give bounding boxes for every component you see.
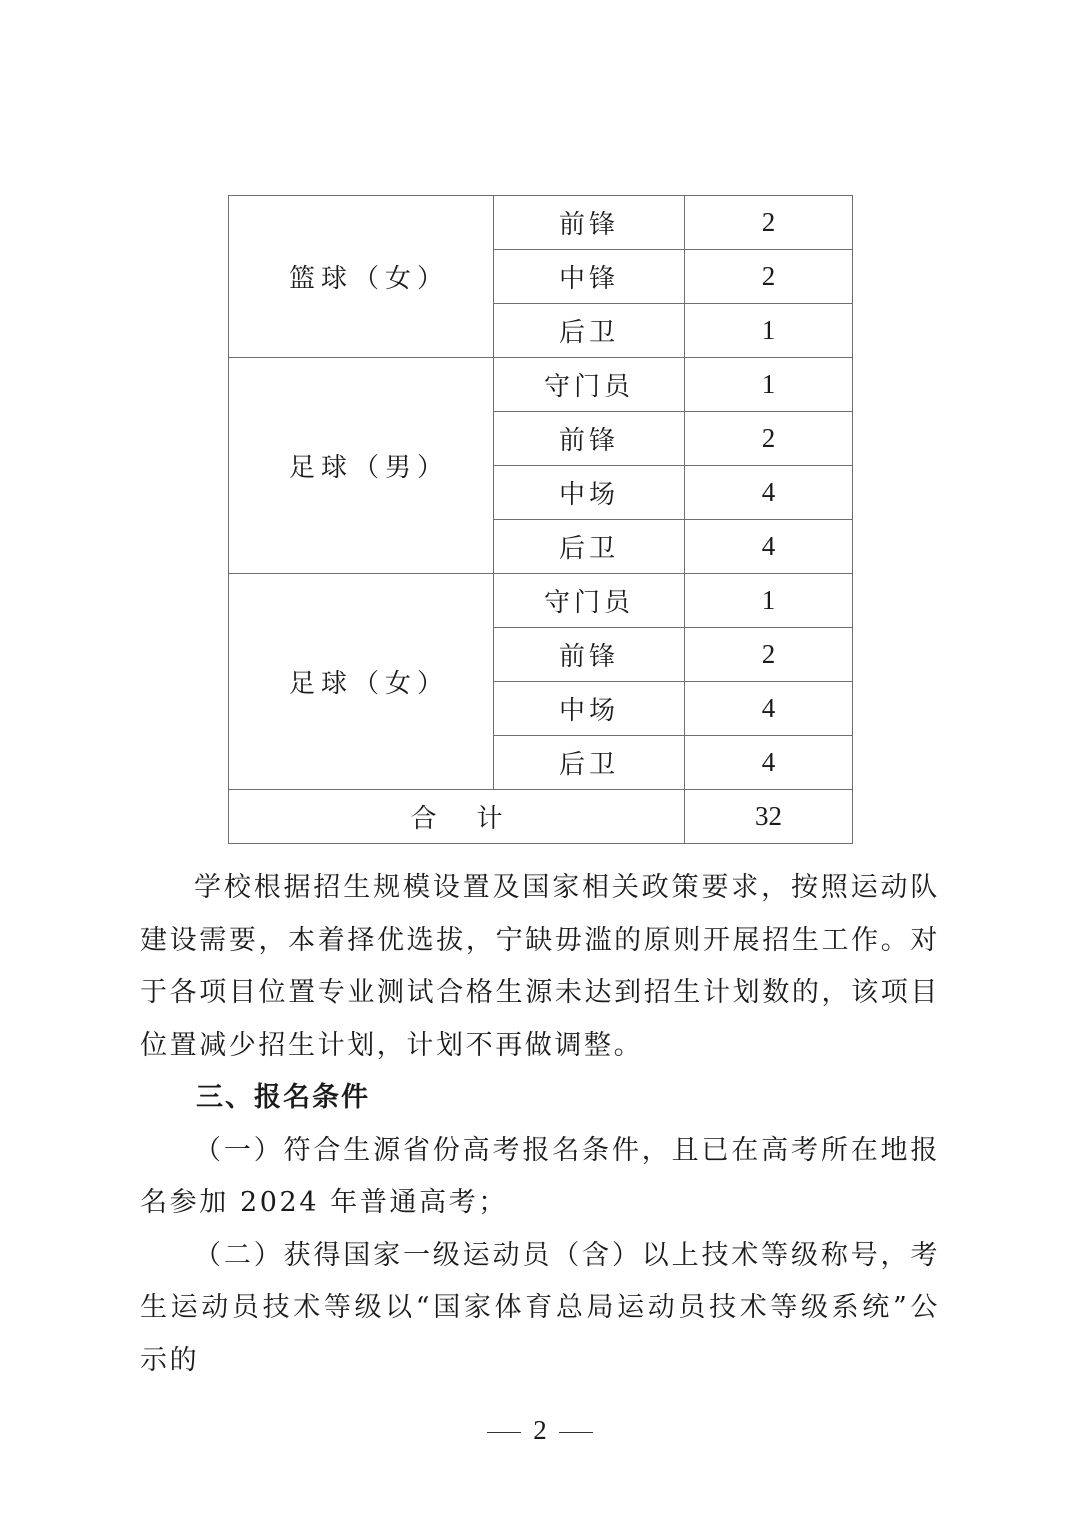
total-label — [229, 790, 685, 844]
count-cell: 2 — [685, 196, 853, 250]
table-row — [229, 574, 853, 628]
position-cell: 后卫 — [494, 520, 685, 574]
total-value: 32 — [685, 790, 853, 844]
position-cell: 守门员 — [494, 358, 685, 412]
position-cell: 中场 — [494, 682, 685, 736]
position-cell: 前锋 — [494, 196, 685, 250]
table-row — [229, 196, 853, 250]
position-cell: 中场 — [494, 466, 685, 520]
table-row — [229, 358, 853, 412]
requirement-item-1: （一）符合生源省份高考报名条件，且已在高考所在地报名参加 2024 年普通高考； — [140, 1134, 940, 1218]
total-label-part2: 计 — [476, 804, 503, 834]
position-cell: 后卫 — [494, 736, 685, 790]
count-cell: 4 — [685, 466, 853, 520]
count-cell: 1 — [685, 358, 853, 412]
position-cell: 中锋 — [494, 250, 685, 304]
position-cell: 前锋 — [494, 628, 685, 682]
count-cell: 1 — [685, 574, 853, 628]
count-cell: 4 — [685, 520, 853, 574]
paragraph-admission-principle: 学校根据招生规模设置及国家相关政策要求，按照运动队建设需要，本着择优选拔，宁缺毋滥的原则开展招生工作。对于各项目位置专业测试合格生源未达到招生计划数的，该项目位置减少招生计划，计划不再做调整。 — [140, 872, 940, 1061]
category-cell: 篮球（女） — [229, 196, 494, 358]
page-number: 2 — [533, 1415, 547, 1445]
position-cell: 守门员 — [494, 574, 685, 628]
category-cell: 足球（女） — [229, 574, 494, 790]
footer-dash-right — [559, 1432, 593, 1433]
total-label-part1: 合 — [410, 804, 437, 834]
enrollment-plan-table — [228, 195, 853, 844]
count-cell: 2 — [685, 628, 853, 682]
requirement-item-2: （二）获得国家一级运动员（含）以上技术等级称号，考生运动员技术等级以“国家体育总局运动员技术等级系统”公示的 — [140, 1239, 940, 1376]
position-cell: 前锋 — [494, 412, 685, 466]
count-cell: 1 — [685, 304, 853, 358]
count-cell: 2 — [685, 250, 853, 304]
body-section — [140, 862, 940, 1387]
count-cell: 4 — [685, 736, 853, 790]
position-cell: 后卫 — [494, 304, 685, 358]
category-cell: 足球（男） — [229, 358, 494, 574]
total-row — [229, 790, 853, 844]
count-cell: 4 — [685, 682, 853, 736]
count-cell: 2 — [685, 412, 853, 466]
page-footer — [0, 1415, 1080, 1446]
section-heading: 三、报名条件 — [196, 1082, 370, 1113]
footer-dash-left — [487, 1432, 521, 1433]
